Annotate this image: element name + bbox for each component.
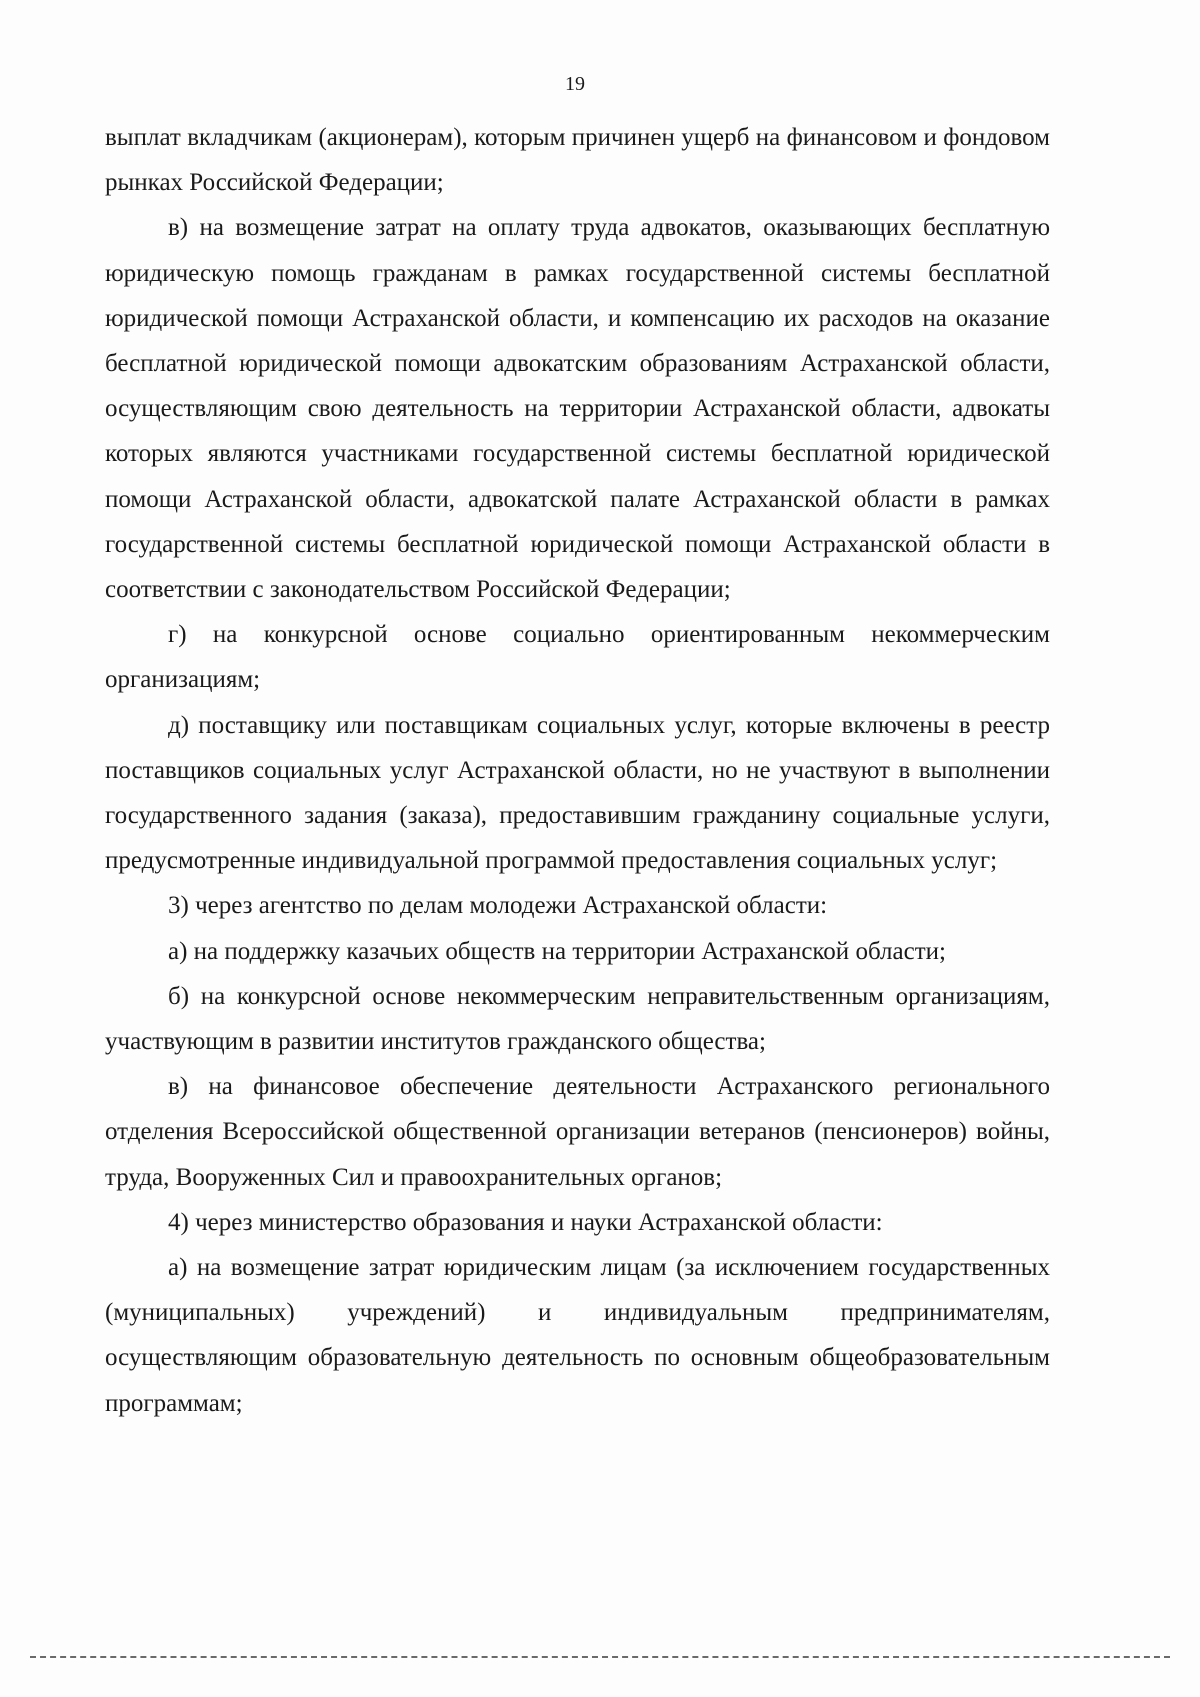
paragraph-item-v-lawyers: в) на возмещение затрат на оплату труда адвокатов, оказывающих бесплатную юридическую помощь гражданам в рамках государственной системы бесплатной юридической помощи Астраханской области, и компенсацию их расходов на оказание бесплатной юридической помощи адвокатским образованиям Астраханской области, осуществляющим свою деятельность на территории Астраханской области, адвокаты которых являются участниками государственной системы бесплатной юридической помощи Астраханской области, адвокатской палате Астраханской области в рамках государственной системы бесплатной юридической помощи Астраханской области в соответствии с законодательством Российской Федерации;: [105, 214, 1050, 604]
paragraph-item-a-education-costs: а) на возмещение затрат юридическим лицам (за исключением государственных (муниципальных) учреждений) и индивидуальным предпринимателям, осуществляющим образовательную деятельность по основным общеобразовательным программам;: [105, 1254, 1050, 1417]
paragraph-item-b-ngos: б) на конкурсной основе некоммерческим неправительственным организациям, участвующим в развитии институтов гражданского общества;: [105, 982, 1050, 1056]
paragraph-item-d-social-services: д) поставщику или поставщикам социальных услуг, которые включены в реестр поставщиков социальных услуг Астраханской области, но не участвуют в выполнении государственного задания (заказа), предоставившим гражданину социальные услуги, предусмотренные индивидуальной программой предоставления социальных услуг;: [105, 711, 1050, 875]
document-body: [105, 115, 1050, 1426]
paragraph-continuation: выплат вкладчикам (акционерам), которым причинен ущерб на финансовом и фондовом рынках Российской Федерации;: [105, 124, 1050, 197]
paragraph-item-a-cossack-societies: а) на поддержку казачьих обществ на территории Астраханской области;: [168, 937, 946, 965]
paragraph-item-g-nonprofits: г) на конкурсной основе социально ориентированным некоммерческим организациям;: [105, 621, 1050, 694]
paragraph-section-3-youth-agency: 3) через агентство по делам молодежи Астраханской области:: [168, 892, 828, 920]
page-number: 19: [565, 73, 585, 95]
paragraph-item-v-veterans: в) на финансовое обеспечение деятельности Астраханского регионального отделения Всероссийской общественной организации ветеранов (пенсионеров) войны, труда, Вооруженных Сил и правоохранительных органов;: [105, 1073, 1050, 1191]
paragraph-section-4-education-ministry: 4) через министерство образования и науки Астраханской области:: [168, 1208, 883, 1236]
scan-edge-line: [30, 1656, 1170, 1658]
